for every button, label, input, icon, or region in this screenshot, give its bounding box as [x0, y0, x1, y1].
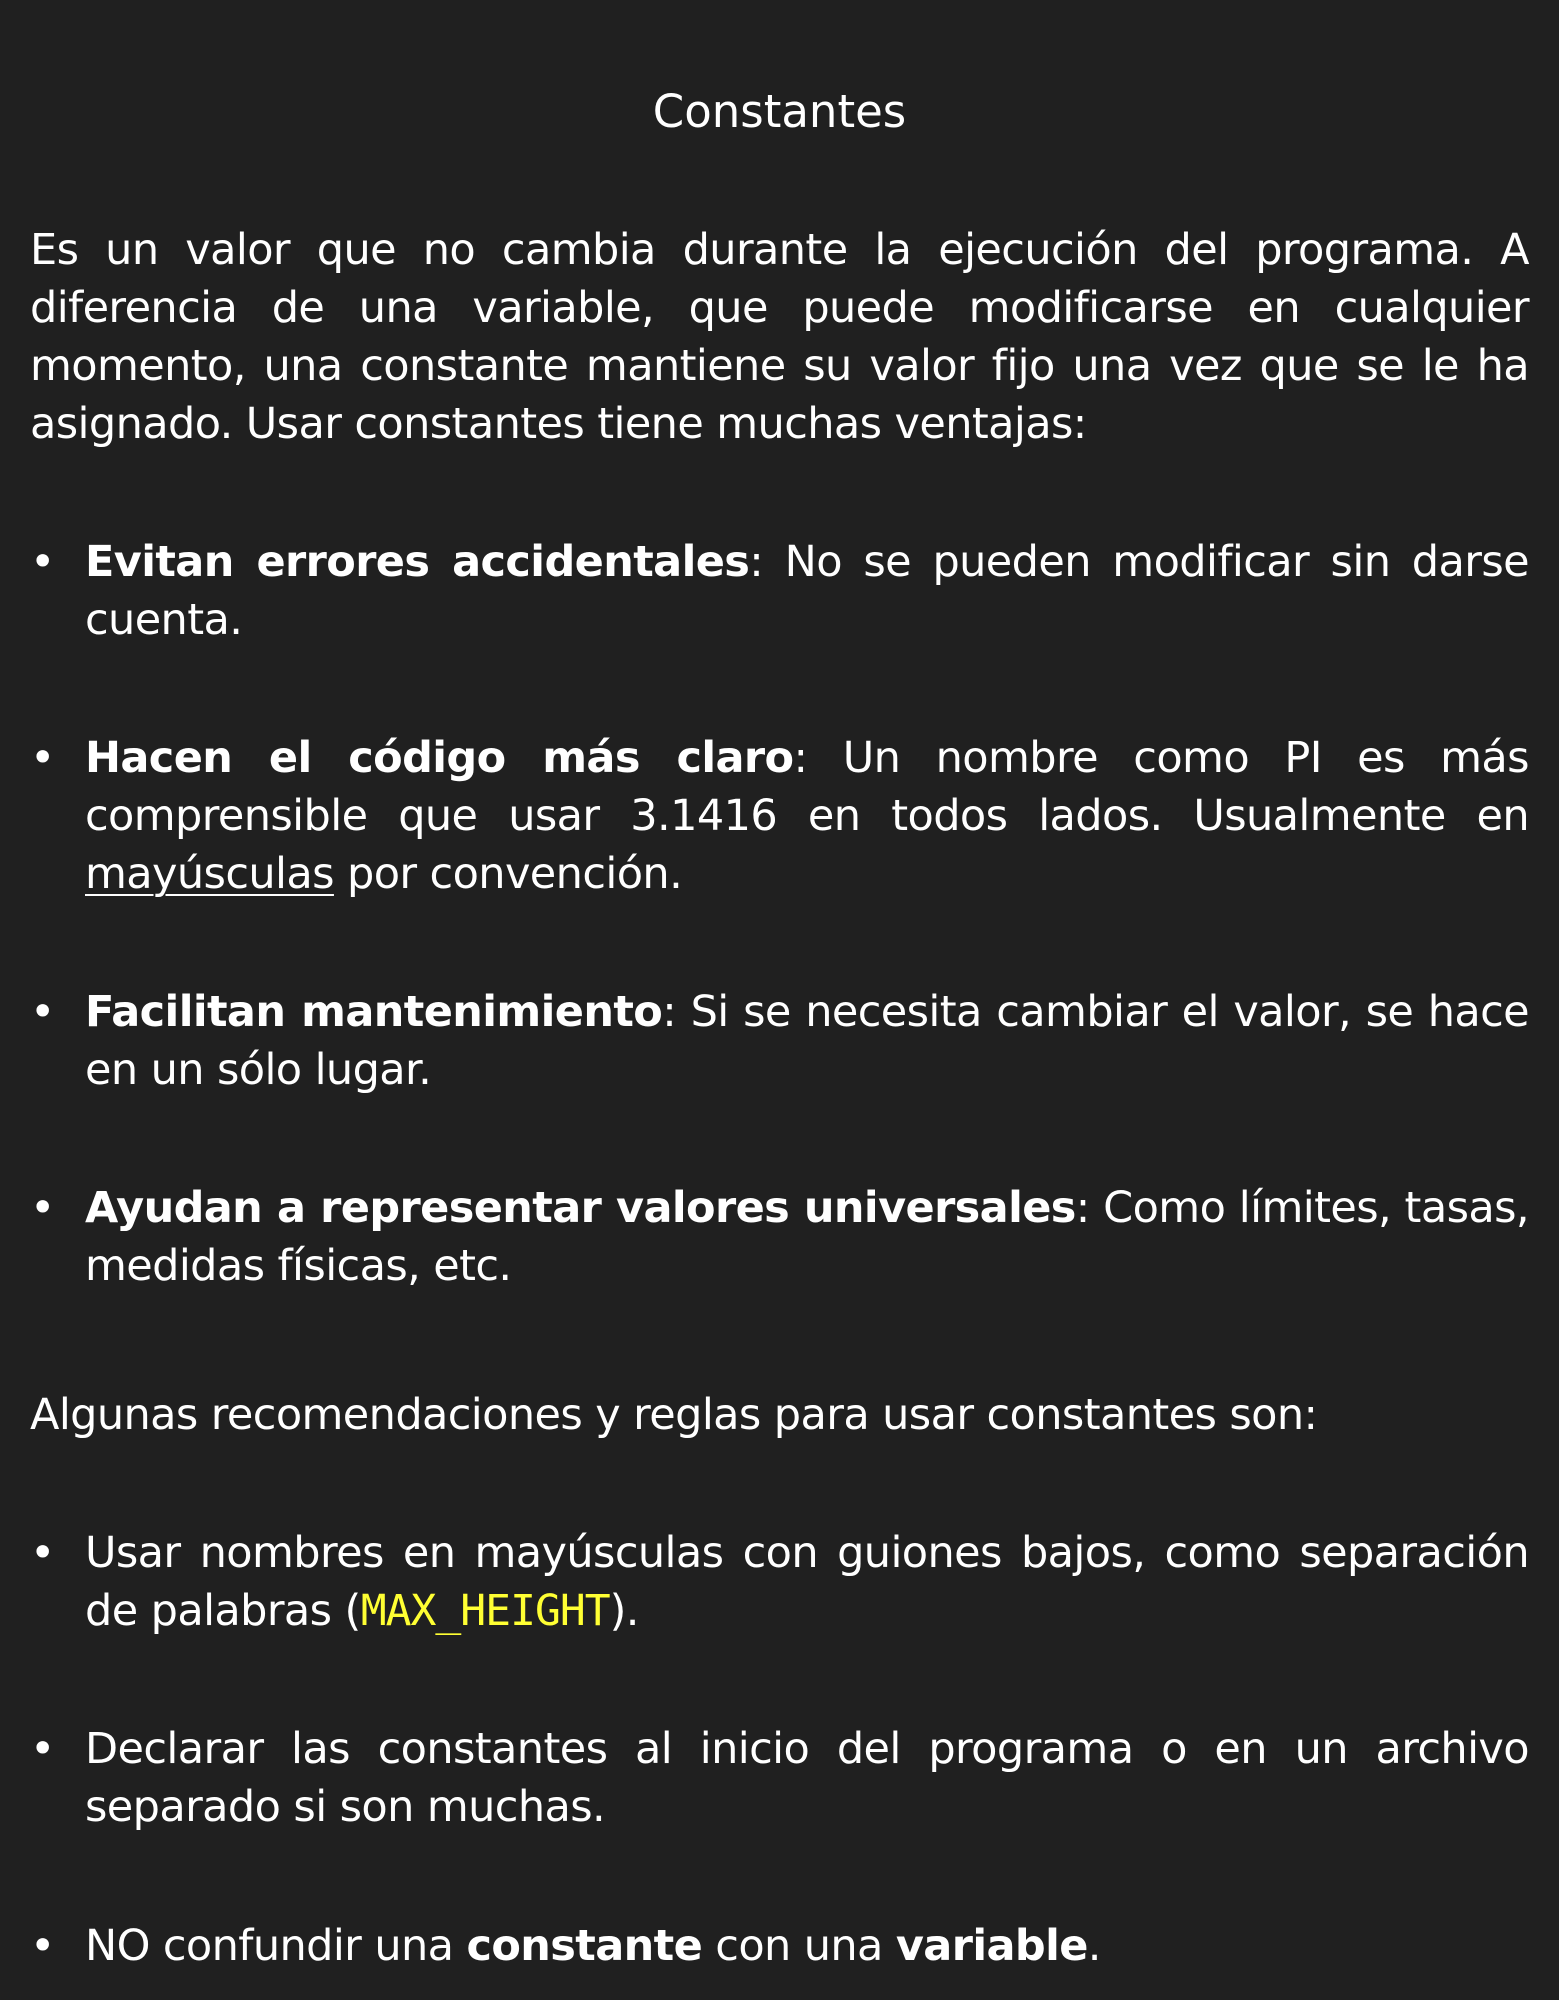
advantage-term: Evitan errores accidentales — [85, 537, 750, 587]
list-item-text — [85, 1917, 1529, 1975]
list-item-advantage-4 — [30, 1179, 1529, 1295]
term-separator: : — [793, 733, 843, 783]
term-separator: : — [662, 987, 691, 1037]
advantage-description: Un nombre como PI es más comprensible que usar 3.1416 en todos lados. Usualmente en — [85, 733, 1529, 841]
list-item-advantage-1 — [30, 533, 1529, 649]
rule-text: NO confundir una — [85, 1921, 467, 1971]
advantage-description: Como límites, tasas, medidas físicas, etc. — [85, 1183, 1529, 1291]
rule-text-end: . — [1087, 1921, 1101, 1971]
advantage-description: No se pueden modificar sin darse cuenta. — [85, 537, 1529, 645]
list-item-rule-2 — [30, 1720, 1529, 1836]
term-separator: : — [1075, 1183, 1104, 1233]
bullet-icon: • — [30, 1183, 55, 1233]
list-item-rule-3 — [30, 1917, 1529, 1975]
term-separator: : — [749, 537, 785, 587]
bold-word-constante: constante — [466, 1921, 703, 1971]
list-item-advantage-3 — [30, 983, 1529, 1099]
bullet-icon: • — [30, 1724, 55, 1774]
rule-text-end: ). — [609, 1586, 639, 1636]
advantage-term: Ayudan a representar valores universales — [85, 1183, 1076, 1233]
advantage-term: Facilitan mantenimiento — [85, 987, 663, 1037]
rule-text: Usar nombres en mayúsculas con guiones bajos, como separación de palabras ( — [85, 1528, 1529, 1636]
list-item-text — [85, 533, 1529, 649]
bullet-icon: • — [30, 537, 55, 587]
list-item-text — [85, 1179, 1529, 1295]
rule-text-middle: con una — [702, 1921, 896, 1971]
bullet-icon: • — [30, 1921, 55, 1971]
intro-paragraph: Es un valor que no cambia durante la ejecución del programa. A diferencia de una variable, que puede modificarse en cualquier momento, una constante mantiene su valor fijo una vez que se le ha asignado. Usar constantes tiene muchas ventajas: — [30, 225, 1529, 449]
advantage-term: Hacen el código más claro — [85, 733, 794, 783]
page-title: Constantes — [652, 85, 907, 138]
list-item-advantage-2 — [30, 729, 1529, 903]
rules-intro-paragraph: Algunas recomendaciones y reglas para usar constantes son: — [30, 1390, 1318, 1440]
code-snippet: MAX_HEIGHT — [360, 1586, 610, 1636]
bold-word-variable: variable — [895, 1921, 1088, 1971]
bullet-icon: • — [30, 987, 55, 1037]
underlined-word: mayúsculas — [85, 849, 334, 899]
bullet-icon: • — [30, 733, 55, 783]
advantage-description-end: por convención. — [333, 849, 683, 899]
list-item-text — [85, 1524, 1529, 1640]
list-item-text — [85, 729, 1529, 903]
list-item-text — [85, 983, 1529, 1099]
list-item-text — [85, 1720, 1529, 1836]
advantage-description: Si se necesita cambiar el valor, se hace en un sólo lugar. — [85, 987, 1529, 1095]
rule-text: Declarar las constantes al inicio del programa o en un archivo separado si son muchas. — [85, 1724, 1529, 1832]
bullet-icon: • — [30, 1528, 55, 1578]
list-item-rule-1 — [30, 1524, 1529, 1640]
